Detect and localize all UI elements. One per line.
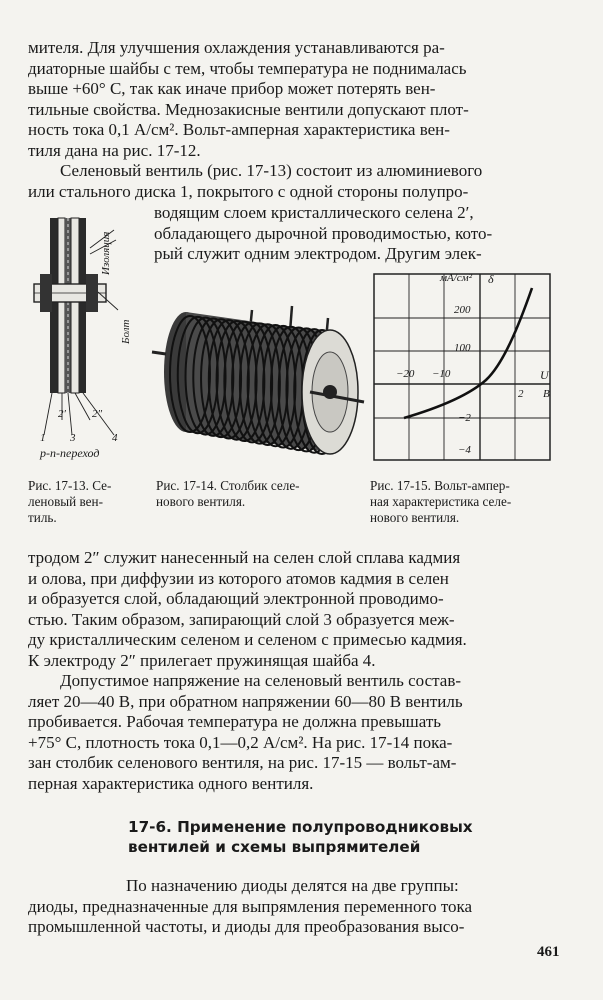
tick-200: 200 [454, 304, 471, 316]
axis-unit-ma-cm2: мА/см² [440, 272, 472, 284]
paragraph-electrode [28, 548, 564, 671]
text-line: Допустимое напряжение на селеновый вентиль состав- [60, 671, 462, 690]
caption-line: Рис. 17-14. Столбик селе- [156, 478, 300, 493]
caption-fig-17-15 [370, 478, 565, 526]
text-line: или стального диска 1, покрытого с одной стороны полупро- [28, 181, 469, 201]
caption-line: леновый вен- [28, 494, 103, 509]
label-4: 4 [112, 432, 118, 444]
text-line: стью. Таким образом, запирающий слой 3 образуется меж- [28, 609, 455, 629]
caption-line: нового вентиля. [156, 494, 246, 509]
page-number: 461 [537, 944, 560, 960]
caption-line: Рис. 17-15. Вольт-ампер- [370, 478, 510, 493]
tick-minus-20: −20 [396, 368, 415, 380]
text-line: выше +60° С, так как иначе прибор может потерять вен- [28, 79, 436, 98]
tick-100: 100 [454, 342, 471, 354]
paragraph-diodes [28, 876, 564, 938]
text-line: ляет 20—40 В, при обратном напряжении 60—80 В вентиль [28, 691, 463, 711]
text-line: и образуется слой, обладающий электронной проводимо- [28, 589, 444, 608]
text-line: пробивается. Рабочая температура не должна превышать [28, 712, 442, 731]
text-line: диаторные шайбы с тем, чтобы температура не поднималась [28, 58, 467, 78]
figure-17-14-drawing [150, 292, 365, 467]
text-line: +75° С, плотность тока 0,1—0,2 А/см². На рис. 17-14 пока- [28, 732, 453, 752]
label-3: 3 [70, 432, 76, 444]
text-line: водящим слоем кристаллического селена 2′, [154, 203, 474, 222]
text-line: диоды, предназначенные для выпрямления переменного тока [28, 896, 473, 916]
caption-fig-17-13 [28, 478, 150, 526]
label-2-double-prime: 2″ [92, 408, 103, 420]
tick-minus-4: −4 [458, 444, 471, 456]
text-line: По назначению диоды делятся на две группы: [126, 876, 459, 895]
section-heading [128, 817, 488, 857]
caption-line: ная характеристика селе- [370, 494, 512, 509]
text-line: и олова, при диффузии из которого атомов кадмия в селен [28, 568, 449, 588]
caption-line: Рис. 17-13. Се- [28, 478, 112, 493]
tick-minus-2: −2 [458, 412, 471, 424]
caption-fig-17-14 [156, 478, 361, 510]
text-line: ду кристаллическим селеном и селеном с примесью кадмия. [28, 630, 467, 649]
label-bolt: Болт [120, 319, 132, 344]
text-line: Селеновый вентиль (рис. 17-13) состоит из алюминиевого [60, 161, 483, 180]
text-line: тиля дана на рис. 17-12. [28, 140, 201, 160]
label-pn-junction: p-n-переход [40, 446, 100, 460]
tick-minus-10: −10 [432, 368, 451, 380]
text-line: К электроду 2″ прилегает пружинящая шайба 4. [28, 650, 376, 670]
paragraph-selenium-intro [28, 161, 564, 202]
text-line: мителя. Для улучшения охлаждения устанавливаются ра- [28, 38, 445, 57]
paragraph-selenium-column [154, 203, 564, 265]
text-line: тродом 2″ служит нанесенный на селен слой сплава кадмия [28, 548, 461, 567]
heading-line: вентилей и схемы выпрямителей [128, 838, 421, 856]
text-line: промышленной частоты, и диоды для преобразования высо- [28, 917, 465, 936]
text-line: ность тока 0,1 А/см². Вольт-амперная характеристика вен- [28, 120, 450, 139]
axis-unit-volt: В [543, 388, 550, 400]
paragraph-cooling [28, 38, 564, 161]
text-line: зан столбик селенового вентиля, на рис. 17-15 — вольт-ам- [28, 753, 457, 772]
text-line: обладающего дырочной проводимостью, кото- [154, 223, 493, 243]
label-1: 1 [40, 432, 46, 444]
label-2-prime: 2′ [58, 408, 66, 420]
heading-line: 17-6. Применение полупроводниковых [128, 818, 473, 836]
axis-delta: δ [488, 272, 494, 286]
axis-u: U [540, 368, 549, 382]
caption-line: нового вентиля. [370, 510, 460, 525]
tick-2: 2 [518, 388, 524, 400]
text-line: перная характеристика одного вентиля. [28, 773, 314, 793]
text-line: тильные свойства. Меднозакисные вентили допускают плот- [28, 99, 469, 119]
caption-line: тиль. [28, 510, 57, 525]
label-insulation: Изоляция [100, 231, 112, 275]
text-line: рый служит одним электродом. Другим элек- [154, 244, 482, 263]
paragraph-voltage [28, 671, 564, 794]
